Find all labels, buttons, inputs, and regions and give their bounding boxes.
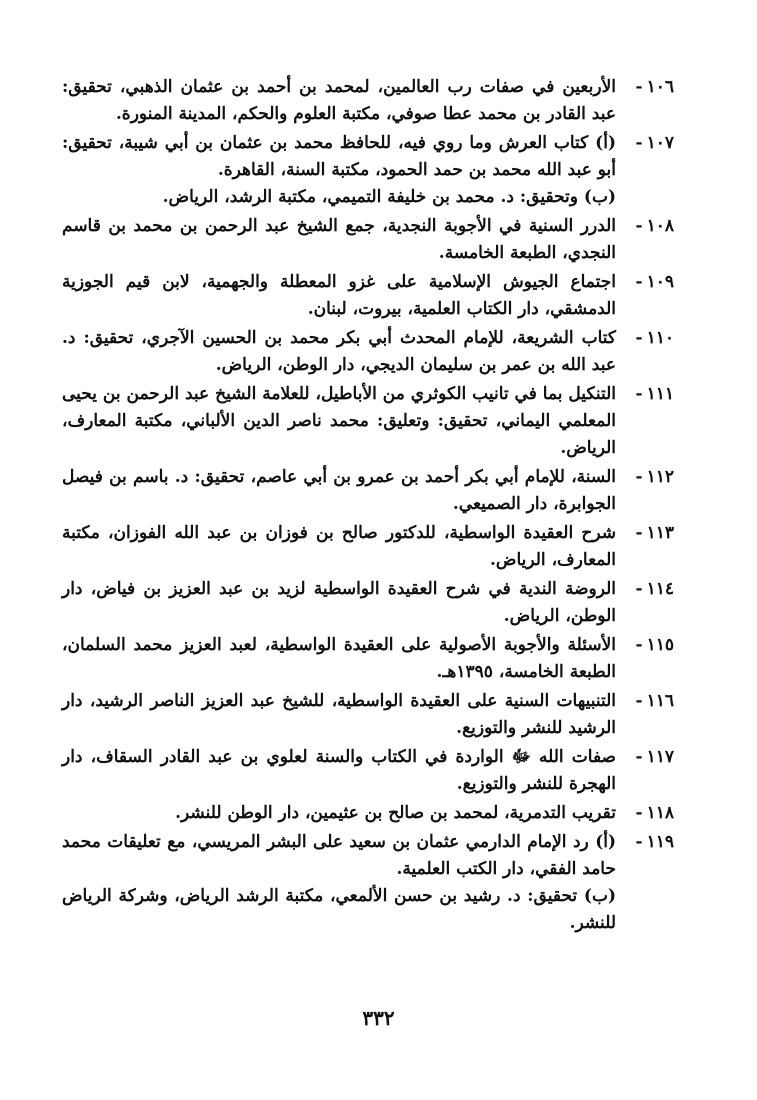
entry-paragraph: (أ) رد الإمام الدارمي عثمان بن سعيد على البشر المريسي، مع تعليقات محمد حامد الفقي، دار الكتب العلمية. <box>62 832 616 879</box>
entry-text <box>62 464 616 518</box>
entry-number <box>616 829 674 856</box>
bibliography-entry <box>62 269 674 323</box>
entry-paragraph: (أ) كتاب العرش وما روي فيه، للحافظ محمد بن عثمان بن أبي شيبة، تحقيق: أبو عبد الله محمد بن حمد الحمود، مكتبة السنة، القاهرة. <box>62 133 616 180</box>
entry-number-dash: - <box>635 747 643 767</box>
entry-number <box>616 74 674 101</box>
bibliography-entry <box>62 744 674 798</box>
entry-text <box>62 800 616 827</box>
bibliography-entry <box>62 576 674 630</box>
entry-paragraph: (ب) وتحقيق: د. محمد بن خليفة التميمي، مكتبة الرشد، الرياض. <box>162 187 616 207</box>
entry-number <box>616 325 674 352</box>
entry-paragraph: الأسئلة والأجوبة الأصولية على العقيدة الواسطية، لعبد العزيز محمد السلمان، الطبعة الخامسة، ١٣٩٥هـ. <box>62 635 617 682</box>
entry-paragraph: التنبيهات السنية على العقيدة الواسطية، للشيخ عبد العزيز الناصر الرشيد، دار الرشيد للنشر والتوزيع. <box>62 691 616 738</box>
bibliography-entry <box>62 464 674 518</box>
entry-number-digits: ١٠٨ <box>646 216 674 236</box>
entry-number <box>616 464 674 491</box>
entry-number-digits: ١١١ <box>646 384 674 404</box>
entry-number-dash: - <box>635 832 643 852</box>
entry-text <box>62 74 616 128</box>
bibliography-entry <box>62 381 674 462</box>
entry-number-digits: ١١٥ <box>646 635 674 655</box>
entry-number <box>616 213 674 240</box>
entry-number-dash: - <box>635 635 643 655</box>
entry-number-dash: - <box>635 579 643 599</box>
entry-number-dash: - <box>635 384 643 404</box>
entry-number <box>616 130 674 157</box>
entry-number <box>616 520 674 547</box>
bibliography-entry <box>62 325 674 379</box>
entry-number-dash: - <box>635 216 643 236</box>
entry-number <box>616 576 674 603</box>
entry-text <box>62 381 616 462</box>
entry-number-dash: - <box>635 467 643 487</box>
entry-text <box>62 829 616 937</box>
entry-number-digits: ١٠٦ <box>646 77 674 97</box>
entry-text <box>62 130 616 211</box>
entry-number-dash: - <box>635 133 643 153</box>
entry-paragraph: الأربعين في صفات رب العالمين، لمحمد بن أحمد بن عثمان الذهبي، تحقيق: عبد القادر بن محمد عطا صوفي، مكتبة العلوم والحكم، المدينة المنورة. <box>62 77 616 124</box>
bibliography-entry <box>62 213 674 267</box>
entry-number-digits: ١١٠ <box>646 328 674 348</box>
bibliography-entry <box>62 829 674 937</box>
entry-paragraph: السنة، للإمام أبي بكر أحمد بن عمرو بن أبي عاصم، تحقيق: د. باسم بن فيصل الجوابرة، دار الصميعي. <box>62 467 616 514</box>
entry-text <box>62 576 616 630</box>
entry-number-dash: - <box>635 523 643 543</box>
bibliography-entry <box>62 632 674 686</box>
entry-paragraph: كتاب الشريعة، للإمام المحدث أبي بكر محمد بن الحسين الآجري، تحقيق: د. عبد الله بن عمر بن سليمان الديجي، دار الوطن، الرياض. <box>62 328 616 375</box>
entry-number-digits: ١١٢ <box>646 467 674 487</box>
entry-text <box>62 213 616 267</box>
entry-number-digits: ١٠٧ <box>646 133 674 153</box>
entry-text <box>62 269 616 323</box>
entry-number-dash: - <box>635 328 643 348</box>
entry-text <box>62 744 616 798</box>
entry-number-dash: - <box>635 803 643 823</box>
entry-text <box>62 325 616 379</box>
bibliography-page <box>62 74 674 939</box>
entry-number <box>616 744 674 771</box>
entry-number-digits: ١١٦ <box>646 691 674 711</box>
entry-text <box>62 632 616 686</box>
entry-paragraph: التنكيل بما في تانيب الكوثري من الأباطيل، للعلامة الشيخ عبد الرحمن بن يحيى المعلمي اليماني، تحقيق: وتعليق: محمد ناصر الدين الألباني، مكتبة المعارف، الرياض. <box>62 384 616 458</box>
entry-text <box>62 520 616 574</box>
entry-text <box>62 688 616 742</box>
entry-number-digits: ١١٣ <box>646 523 674 543</box>
entry-paragraph: تقريب التدمرية، لمحمد بن صالح بن عثيمين، دار الوطن للنشر. <box>175 803 616 823</box>
bibliography-entry <box>62 74 674 128</box>
bibliography-entry <box>62 520 674 574</box>
bibliography-entry <box>62 800 674 827</box>
entry-paragraph: اجتماع الجيوش الإسلامية على غزو المعطلة والجهمية، لابن قيم الجوزية الدمشقي، دار الكتاب العلمية، بيروت، لبنان. <box>62 272 616 319</box>
entry-number-digits: ١١٨ <box>646 803 674 823</box>
bibliography-entry <box>62 130 674 211</box>
entry-paragraph: الروضة الندية في شرح العقيدة الواسطية لزيد بن عبد العزيز بن فياض، دار الوطن، الرياض. <box>62 579 616 626</box>
entry-paragraph: (ب) تحقيق: د. رشيد بن حسن الألمعي، مكتبة الرشد الرياض، وشركة الرياض للنشر. <box>62 886 616 933</box>
entry-number <box>616 381 674 408</box>
entry-number-dash: - <box>635 691 643 711</box>
entry-number <box>616 688 674 715</box>
entry-paragraph: الدرر السنية في الأجوبة النجدية، جمع الشيخ عبد الرحمن بن محمد بن قاسم النجدي، الطبعة الخامسة. <box>62 216 616 263</box>
entry-paragraph: شرح العقيدة الواسطية، للدكتور صالح بن فوزان بن عبد الله الفوزان، مكتبة المعارف، الرياض. <box>62 523 616 570</box>
entry-number <box>616 632 674 659</box>
bibliography-entry <box>62 688 674 742</box>
entry-paragraph: صفات الله ﷻ الواردة في الكتاب والسنة لعلوي بن عبد القادر السقاف، دار الهجرة للنشر والتوزيع. <box>62 747 616 794</box>
entry-number <box>616 800 674 827</box>
entry-number-digits: ١٠٩ <box>646 272 674 292</box>
entry-number <box>616 269 674 296</box>
entry-number-dash: - <box>635 272 643 292</box>
entry-number-digits: ١١٤ <box>646 579 674 599</box>
entry-number-digits: ١١٩ <box>646 832 674 852</box>
entry-number-digits: ١١٧ <box>646 747 674 767</box>
entry-number-dash: - <box>635 77 643 97</box>
page-number: ٣٣٢ <box>362 1006 395 1030</box>
